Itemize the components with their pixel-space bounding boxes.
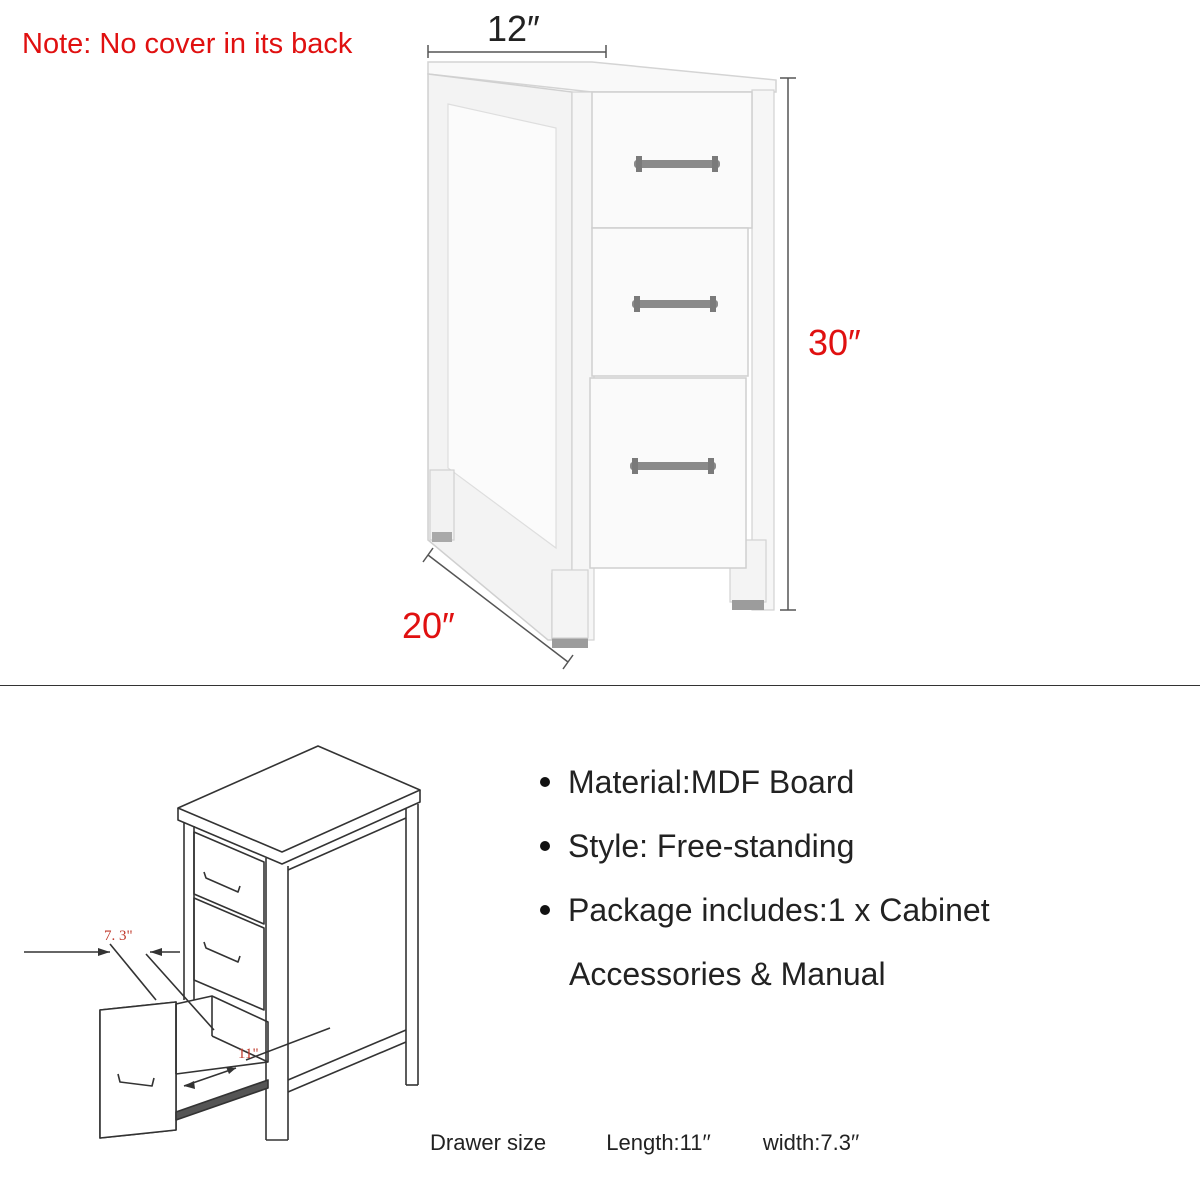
feature-item xyxy=(540,814,1180,878)
note-label: Note: No cover in its back xyxy=(22,28,353,60)
feature-text: Style: Free-standing xyxy=(568,827,855,864)
depth-dimension-label: 20″ xyxy=(402,605,455,646)
front-right-foot xyxy=(732,600,764,610)
width-dimension-label: 12″ xyxy=(487,8,540,49)
drawing-labels xyxy=(0,700,540,1160)
height-dimension-label: 30″ xyxy=(808,322,861,363)
drawer-size-title: Drawer size xyxy=(430,1130,547,1155)
feature-text: Package includes:1 x Cabinet xyxy=(568,891,990,928)
feature-list xyxy=(540,750,1180,1006)
feature-item xyxy=(540,878,1180,942)
drawer-size-width: width:7.3′′ xyxy=(762,1130,860,1155)
drawer-bottom xyxy=(590,378,746,568)
front-left-leg xyxy=(552,570,588,638)
feature-text: Material:MDF Board xyxy=(568,763,855,800)
back-leg-foot xyxy=(432,532,452,542)
bullet-icon xyxy=(540,777,550,787)
bullet-icon xyxy=(540,905,550,915)
front-right-post xyxy=(752,90,774,610)
drawer-length-label: 11" xyxy=(238,1046,259,1062)
feature-item xyxy=(540,750,1180,814)
height-dimension-line xyxy=(780,78,796,610)
back-leg xyxy=(430,470,454,540)
drawer-size-row xyxy=(430,1130,859,1156)
drawer-size-length: Length:11′′ xyxy=(606,1130,711,1155)
drawer-depth-label: 7. 3" xyxy=(104,928,133,944)
feature-continuation: Accessories & Manual xyxy=(569,956,886,992)
section-divider xyxy=(0,685,1200,686)
bullet-icon xyxy=(540,841,550,851)
